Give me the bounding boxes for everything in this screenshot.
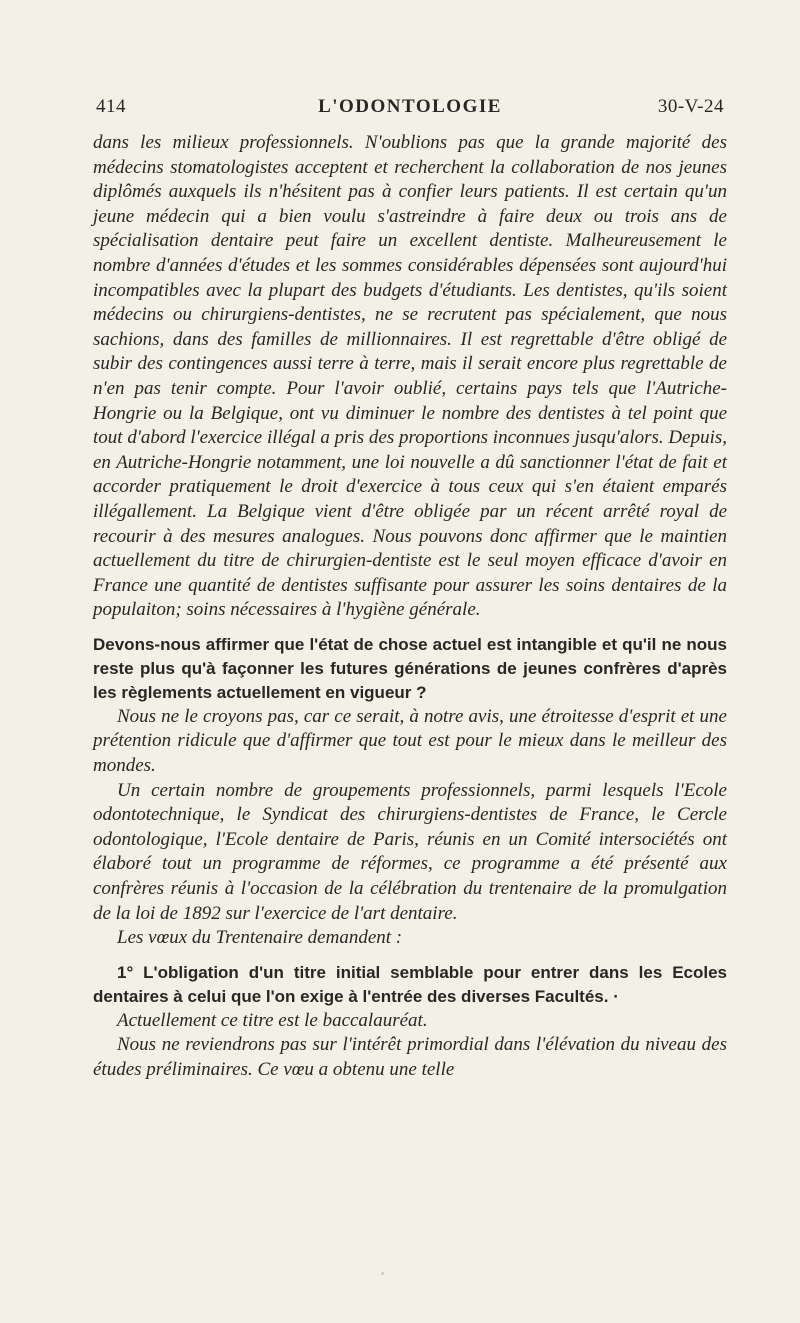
journal-title: L'ODONTOLOGIE — [318, 96, 502, 117]
article-body — [93, 131, 727, 1083]
paragraph: Les vœux du Trentenaire demandent : — [117, 927, 403, 949]
paragraph: dans les milieux professionnels. N'oublions pas que la grande majorité des médecins stomatologistes acceptent et recherchent la collaboration de nos jeunes diplômés auxquels ils n'hésitent pas à confier leurs patients. Il est certain qu'un jeune médecin qui a bien voulu s'astreindre à faire deux ou trois ans de spécialisation dentaire peut faire un excellent dentiste. Malheureusement le nombre d'années d'études et les sommes considérables dépensées sont aujourd'hui incompatibles avec la plupart des budgets d'étudiants. Les dentistes, qu'ils soient médecins ou chirurgiens-dentistes, ne se recrutent pas spécialement, que nous sachions, dans des familles de millionnaires. Il est regrettable d'être obligé de subir des contingences aussi terre à terre, mais il serait encore plus regrettable de n'en pas tenir compte. Pour l'avoir oublié, certains pays tels que l'Autriche-Hongrie ou la Belgique, ont vu diminuer le nombre des dentistes à tel point que tout d'abord l'exercice illégal a pris des proportions inconnues jusqu'alors. Depuis, en Autriche-Hongrie notamment, une loi nouvelle a dû sanctionner l'état de fait et accorder pratiquement le droit d'exercice à tous ceux qui s'en étaient emparés illégallement. La Belgique vient d'être obligée par un récent arrêté royal de recourir à des mesures analogues. Nous pouvons donc affirmer que le maintien actuellement du titre de chirurgien-dentiste est le seul moyen efficace d'avoir en France une quantité de dentistes suffisante pour assurer les soins dentaires de la populaiton; soins nécessaires à l'hygiène générale. — [93, 132, 727, 621]
paragraph: Actuellement ce titre est le baccalauréat. — [117, 1009, 428, 1031]
section-question: Devons-nous affirmer que l'état de chose actuel est intangible et qu'il ne nous reste plus qu'à façonner les futures générations de jeunes confrères d'après les règlements actuellement en vigueur ? — [93, 634, 727, 702]
wish-item: 1° L'obligation d'un titre initial semblable pour entrer dans les Ecoles dentaires à celui que l'on exige à l'entrée des diverses Facultés. · — [93, 962, 727, 1006]
page-number: 414 — [96, 96, 126, 117]
running-header — [96, 96, 724, 124]
issue-date: 30-V-24 — [657, 96, 724, 117]
paper-speck — [381, 1272, 384, 1275]
paragraph: Nous ne le croyons pas, car ce serait, à notre avis, une étroitesse d'esprit et une prétention ridicule que d'affirmer que tout est pour le mieux dans le meilleur des mondes. — [93, 705, 727, 777]
paragraph: Un certain nombre de groupements professionnels, parmi lesquels l'Ecole odontotechnique, le Syndicat des chirurgiens-dentistes de France, le Cercle odontologique, l'Ecole dentaire de Paris, réunis en un Comité intersociétés ont élaboré tout un programme de réformes, ce programme a été présenté aux confrères réunis à l'occasion de la célébration du trentenaire de la promulgation de la loi de 1892 sur l'exercice de l'art dentaire. — [93, 779, 727, 924]
paragraph: Nous ne reviendrons pas sur l'intérêt primordial dans l'élévation du niveau des études préliminaires. Ce vœu a obtenu une telle — [93, 1034, 727, 1080]
